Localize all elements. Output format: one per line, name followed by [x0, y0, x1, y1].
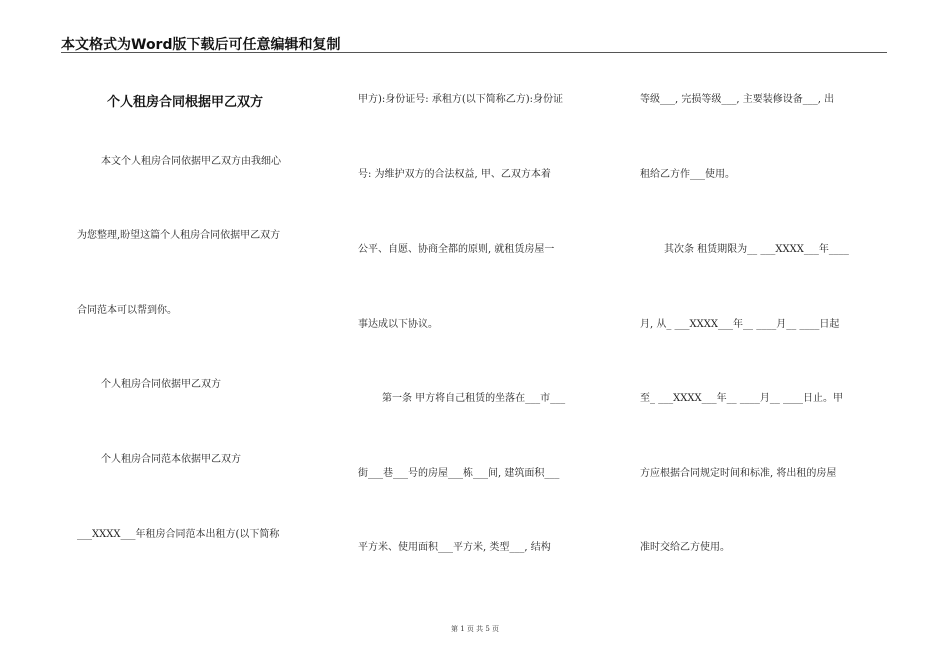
paragraph-line: 本文个人租房合同依据甲乙双方由我细心 [101, 156, 281, 167]
paragraph-line: 准时交给乙方使用。 [640, 542, 730, 553]
paragraph-line: 其次条 租赁期限为__ ___XXXX___年____ [664, 244, 849, 255]
header-divider [61, 52, 887, 53]
paragraph-line: 甲方):身份证号: 承租方(以下简称乙方):身份证 [358, 94, 563, 105]
paragraph-line: 方应根据合同规定时间和标准, 将出租的房屋 [640, 468, 837, 479]
paragraph-line: 街___巷___号的房屋___栋___间, 建筑面积___ [358, 468, 560, 479]
paragraph-line: 月, 从_ ___XXXX___年__ ____月__ ____日起 [640, 319, 840, 330]
paragraph-line: 至_ ___XXXX___年__ ____月__ ____日止。甲 [640, 393, 844, 404]
paragraph-line: 平方米、使用面积___平方米, 类型___, 结构 [358, 542, 551, 553]
paragraph-line: 公平、自愿、协商全都的原则, 就租赁房屋一 [358, 244, 555, 255]
paragraph-line: 个人租房合同依据甲乙双方 [101, 379, 221, 390]
paragraph-line: 合同范本可以帮到你。 [77, 305, 177, 316]
paragraph-line: 个人租房合同范本依据甲乙双方 [101, 454, 241, 465]
paragraph-line: 租给乙方作___使用。 [640, 169, 735, 180]
paragraph-line: 等级___, 完损等级___, 主要装修设备___, 出 [640, 94, 835, 105]
document-header: 本文格式为Word版下载后可任意编辑和复制 [61, 37, 341, 53]
paragraph-line: 第一条 甲方将自己租赁的坐落在___市___ [382, 393, 566, 404]
paragraph-line: 为您整理,盼望这篇个人租房合同依据甲乙双方 [77, 230, 281, 241]
page-number: 第 1 页 共 5 页 [450, 625, 500, 633]
paragraph-line: ___XXXX___年租房合同范本出租方(以下简称 [77, 529, 280, 540]
paragraph-line: 号: 为维护双方的合法权益, 甲、乙双方本着 [358, 169, 551, 180]
paragraph-line: 事达成以下协议。 [358, 319, 438, 330]
document-title: 个人租房合同根据甲乙双方 [107, 95, 264, 110]
